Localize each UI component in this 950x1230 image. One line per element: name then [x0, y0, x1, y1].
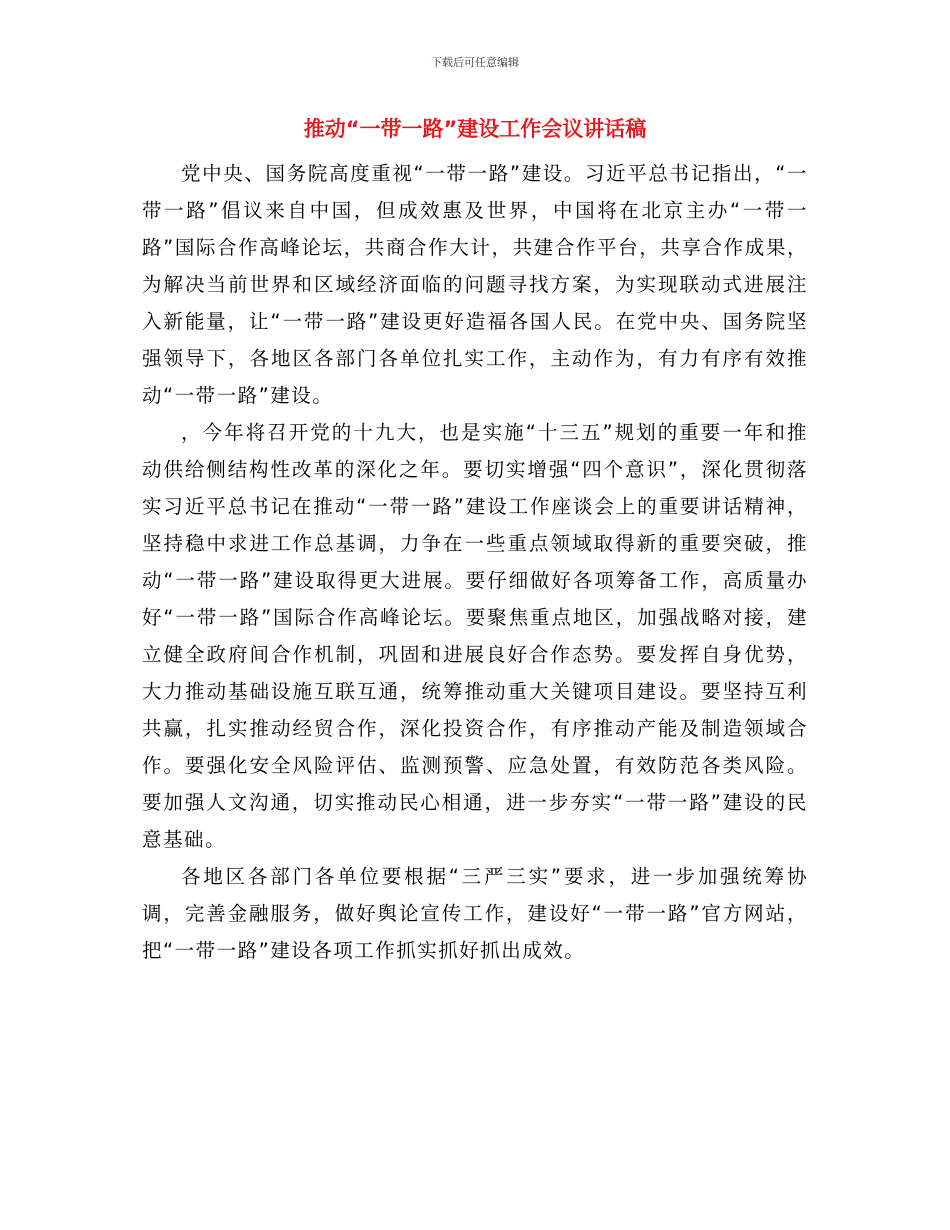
page-title: 推动“一带一路”建设工作会议讲话稿 — [303, 117, 647, 141]
paragraph-1: 党中央、国务院高度重视“一带一路”建设。习近平总书记指出，“一带一路”倡议来自中国，但成效惠及世界，中国将在北京主办“一带一路”国际合作高峰论坛，共商合作大计，共建合作平台，共享合作成果，为解决当前世界和区域经济面临的问题寻找方案，为实现联动式进展注入新能量，让“一带一路”建设更好造福各国人民。在党中央、国务院坚强领导下，各地区各部门各单位扎实工作，主动作为，有力有序有效推动“一带一路”建设。 — [142, 162, 808, 407]
paragraph-3: 各地区各部门各单位要根据“三严三实”要求，进一步加强统筹协调，完善金融服务，做好舆论宣传工作，建设好“一带一路”官方网站，把“一带一路”建设各项工作抓实抓好抓出成效。 — [142, 865, 808, 962]
header-note: 下载后可任意编辑 — [431, 56, 519, 69]
document-body — [142, 155, 808, 969]
paragraph-2: ，今年将召开党的十九大，也是实施“十三五”规划的重要一年和推动供给侧结构性改革的深化之年。要切实增强“四个意识”，深化贯彻落实习近平总书记在推动“一带一路”建设工作座谈会上的重要讲话精神，坚持稳中求进工作总基调，力争在一些重点领域取得新的重要突破，推动“一带一路”建设取得更大进展。要仔细做好各项筹备工作，高质量办好“一带一路”国际合作高峰论坛。要聚焦重点地区，加强战略对接，建立健全政府间合作机制，巩固和进展良好合作态势。要发挥自身优势，大力推动基础设施互联互通，统筹推动重大关键项目建设。要坚持互利共赢，扎实推动经贸合作，深化投资合作，有序推动产能及制造领域合作。要强化安全风险评估、监测预警、应急处置，有效防范各类风险。要加强人文沟通，切实推动民心相通，进一步夯实“一带一路”建设的民意基础。 — [142, 421, 808, 851]
